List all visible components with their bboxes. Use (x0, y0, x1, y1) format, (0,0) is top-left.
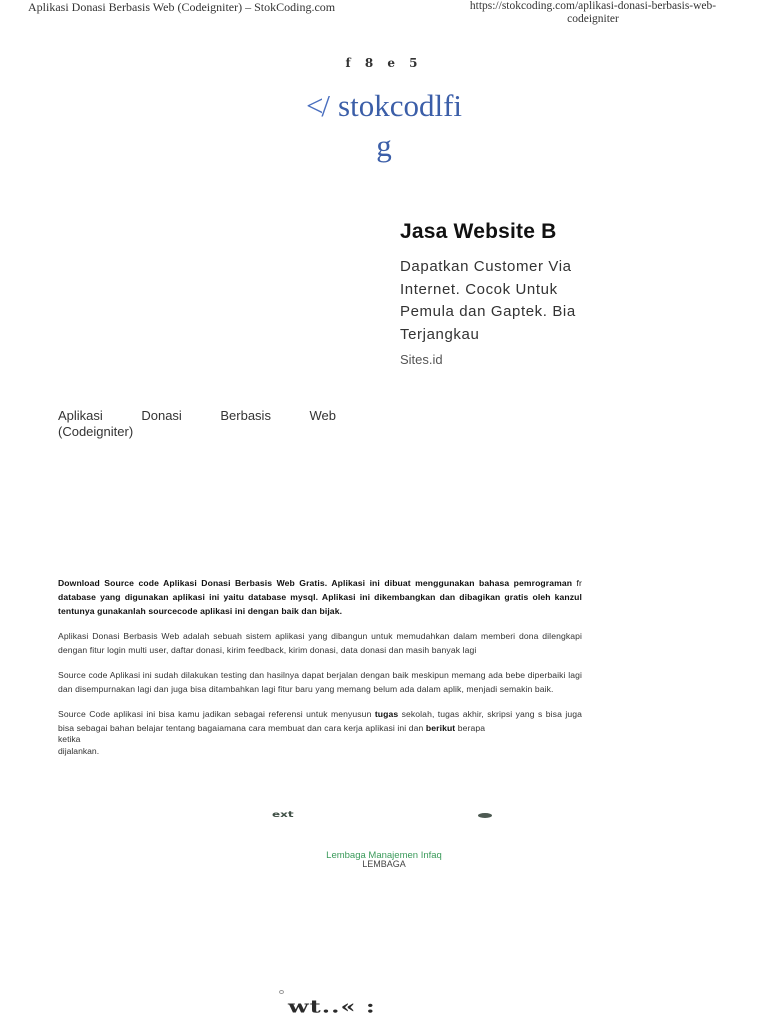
footer-clipped-glyphs: wt..« : (288, 995, 376, 1017)
p3-text-e: berapa (457, 723, 486, 733)
p3-text-c: sekolah, tugas akhir, skripsi yang s bisa juga bisa sebagai bahan belajar tentang bagaiamana cara membuat dan cara kerja aplikasi ini dan (58, 709, 582, 733)
ad-title[interactable]: Jasa Website B (400, 220, 557, 243)
lead-text-2: database yang digunakan aplikasi ini yaitu database mysql. Aplikasi ini dikembangkan dan dibagikan gratis oleh kanzul tentunya gunakanlah sourcecode aplikasi ini dengan baik dan bijak. (58, 592, 582, 616)
widget-link-text[interactable]: Lembaga Manajemen Infaq (326, 850, 442, 861)
article-paragraph-2: Source code Aplikasi ini sudah dilakukan testing dan hasilnya dapat berjalan dengan baik meskipun memang ada bebe diperbaiki lagi dan disempurnakan lagi dan juga bisa ditambahkan lagi fitur baru yang memang belum ada dalam aplik, menjadi semakin baik. (58, 670, 582, 694)
clipped-dot-icon (478, 813, 492, 818)
p3-bold-berikut: berikut (425, 723, 456, 733)
logo-text-line1: stokcodlfi (338, 88, 463, 123)
lead-text-1: Download Source code Aplikasi Donasi Berbasis Web Gratis. Aplikasi ini dibuat menggunakan bahasa pemrograman (58, 578, 573, 588)
post-title (58, 408, 336, 440)
clipped-icon-row (272, 810, 494, 830)
print-header-url-line1: https://stokcoding.com/aplikasi-donasi-berbasis-web- (469, 0, 717, 12)
widget-clipped-text: LEMBAGA (362, 859, 406, 869)
print-header-url[interactable] (430, 0, 756, 26)
social-icons-row[interactable] (0, 56, 768, 70)
lead-text-mid: fr (576, 578, 582, 588)
article-paragraph-3 (58, 707, 582, 735)
post-title-line2: (Codeigniter) (58, 424, 134, 439)
clipped-text-glyph: ext (272, 810, 294, 820)
p3-bold-tugas: tugas (374, 709, 399, 719)
article-paragraph-1: Aplikasi Donasi Berbasis Web adalah sebuah sistem aplikasi yang dibangun untuk memudahkan dalam memberi dona dilengkapi dengan fitur login multi user, daftar donasi, kirim feedback, kirim donasi, data donasi dan masih banyak lagi (58, 631, 582, 655)
ad-source-link[interactable]: Sites.id (400, 352, 443, 367)
p3-text-a: Source Code aplikasi ini bisa kamu jadikan sebagai referensi untuk menyusun (58, 709, 372, 719)
ad-description: Dapatkan Customer Via Internet. Cocok Untuk Pemula dan Gaptek. Bia Terjangkau (400, 258, 576, 343)
article-body (58, 576, 582, 757)
print-header-url-line2: codeigniter (567, 13, 619, 25)
tail-line-2: dijalankan. (58, 745, 100, 756)
article-lead-paragraph (58, 576, 582, 618)
small-circle-icon (279, 990, 284, 994)
site-logo[interactable] (240, 86, 528, 166)
logo-text-line2: g (376, 128, 392, 163)
print-header-title: Aplikasi Donasi Berbasis Web (Codeigniter) – StokCoding.com (28, 0, 336, 14)
tail-line-1: ketika (58, 734, 81, 744)
social-icons-glyphs[interactable]: f 8 e 5 (345, 56, 423, 70)
post-title-line1: Aplikasi Donasi Berbasis Web (58, 408, 336, 423)
advertisement[interactable] (400, 220, 590, 367)
widget-clipped-caption (340, 859, 428, 869)
code-bracket-icon: </ (305, 88, 329, 123)
article-tail (58, 734, 582, 757)
